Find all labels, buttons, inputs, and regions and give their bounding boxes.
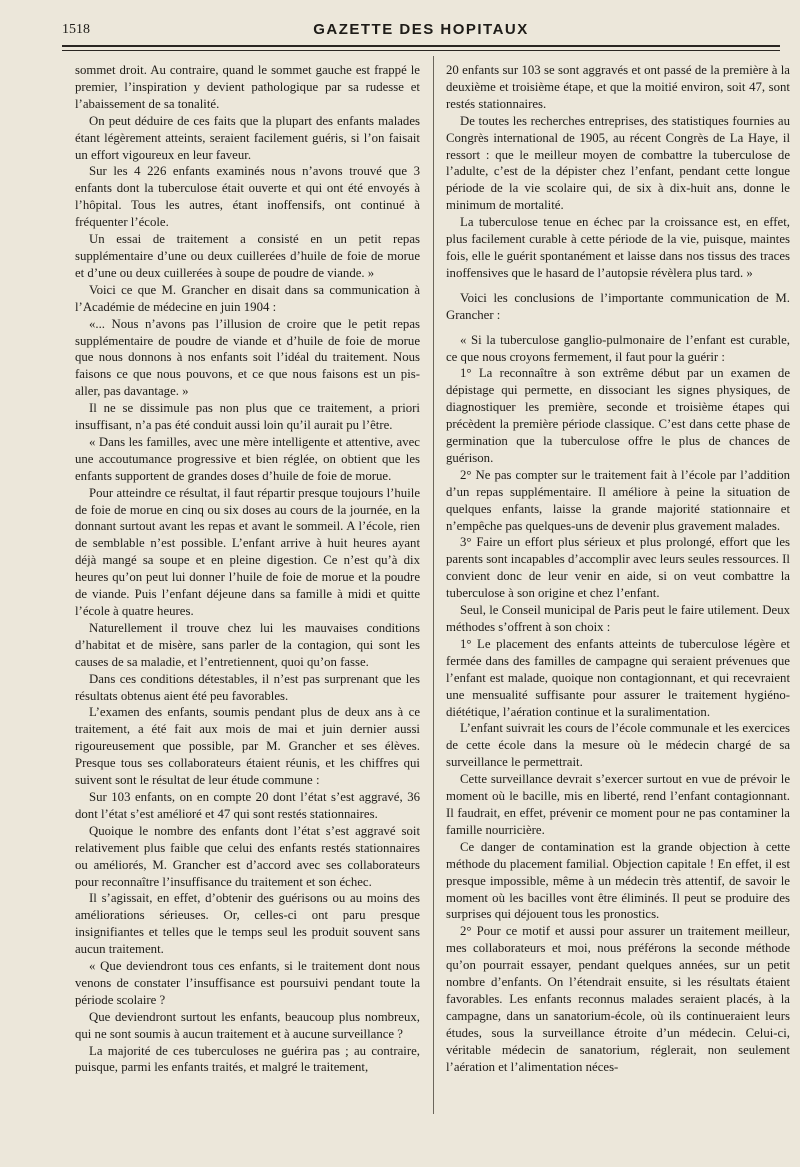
paragraph: 20 enfants sur 103 se sont aggravés et ont passé de la première à la deuxième et troisième étape, et que la moitié environ, soit 47, sont restés stationnaires.: [446, 63, 790, 111]
paragraph: De toutes les recherches entreprises, des statistiques fournies au Congrès international de 1905, au récent Congrès de La Haye, il ressort : que le meilleur moyen de combattre la tuberculose de l’adulte, c’est de la dépister chez l’enfant, pendant cette longue période de la vie scolaire qui, de six à dix-huit ans, donne le minimum de mortalité.: [446, 113, 790, 213]
paragraph: « Si la tuberculose ganglio-pulmonaire de l’enfant est curable, ce que nous croyons fermement, il faut pour la guérir :: [446, 332, 790, 364]
paragraph: Que deviendront surtout les enfants, beaucoup plus nombreux, qui ne sont soumis à aucun traitement et à aucune surveillance ?: [75, 1009, 420, 1041]
paragraph: 3° Faire un effort plus sérieux et plus prolongé, effort que les parents sont incapables d’accomplir avec leurs seules ressources. Il convient donc de leur venir en aide, si on veut combattre la tuberculose à son origine et chez l’enfant.: [446, 535, 790, 601]
paragraph: sommet droit. Au contraire, quand le sommet gauche est frappé le premier, l’inspiration y devient pathologique par sa rudesse et l’abaissement de sa tonalité.: [75, 63, 420, 111]
paragraph: Dans ces conditions détestables, il n’est pas surprenant que les résultats obtenus aient été peu favorables.: [75, 671, 420, 703]
paragraph: Voici ce que M. Grancher en disait dans sa communication à l’Académie de médecine en juin 1904 :: [75, 282, 420, 314]
paragraph: On peut déduire de ces faits que la plupart des enfants malades étant légèrement atteints, seraient facilement guéris, si l’on faisait un effort vigoureux en leur faveur.: [75, 113, 420, 162]
paragraph: Seul, le Conseil municipal de Paris peut le faire utilement. Deux méthodes s’offrent à son choix :: [446, 603, 790, 634]
journal-title: GAZETTE DES HOPITAUX: [313, 21, 529, 38]
paragraph: «... Nous n’avons pas l’illusion de croire que le petit repas supplémentaire de poudre de viande et d’huile de foie de morue que nous donnons à nos enfants soit l’idéal du traitement. Nous faisons ce que nous pouvons, et ce que nous faisons est un pis-aller, pas davantage. »: [75, 316, 420, 399]
paragraph: « Dans les familles, avec une mère intelligente et attentive, avec une accoutumance progressive et bien réglée, on obtient que les enfants supportent de grandes doses d’huile de foie de morue.: [75, 434, 420, 483]
paragraph: L’examen des enfants, soumis pendant plus de deux ans à ce traitement, a été fait aux mois de mai et juin dernier aussi rigoureusement que possible, par M. Grancher et ses élèves. Presque tous ses collaborateurs étaient réunis, et les chiffres qui suivent sont le résultat de leur étude commune :: [75, 705, 420, 788]
paragraph: Il ne se dissimule pas non plus que ce traitement, a priori insuffisant, n’a pas été conduit aussi loin qu’il aurait pu l’être.: [75, 401, 420, 433]
paragraph: La tuberculose tenue en échec par la croissance est, en effet, plus facilement curable à cette période de la vie, puisque, maintes fois, elle le guérit spontanément et laisse dans nos tissus des traces inoffensives que le hasard de l’autopsie révèlera plus tard. »: [446, 215, 790, 280]
page-header: [62, 20, 780, 44]
paragraph: « Que deviendront tous ces enfants, si le traitement dont nous venons de constater l’insuffisance est poursuivi pendant toute la période scolaire ?: [75, 959, 420, 1007]
paragraph: 1° Le placement des enfants atteints de tuberculose légère et fermée dans des familles de campagne qui seraient prévenues que l’enfant est malade, quoique non contagionnant, et qui recevraient une mensualité suffisante pour assurer le traitement hygiéno-diététique, l’aération continue et la suralimentation.: [446, 636, 790, 719]
paragraph: Sur 103 enfants, on en compte 20 dont l’état s’est aggravé, 36 dont l’état s’est amélioré et 47 qui sont restés stationnaires.: [75, 789, 420, 821]
paragraph: L’enfant suivrait les cours de l’école communale et les exercices de cette école dans la mesure où le médecin chargé de sa surveillance le permettrait.: [446, 721, 790, 770]
right-column: [446, 62, 790, 1075]
paragraph: 2° Ne pas compter sur le traitement fait à l’école par l’addition d’un repas supplémentaire. Il améliore à peine la situation de quelques enfants, laisse la grande majorité stationnaire et n’empêche pas quelques-uns de devenir plus gravement malades.: [446, 467, 790, 533]
header-rule-thin: [62, 50, 780, 51]
paragraph: 2° Pour ce motif et aussi pour assurer un traitement meilleur, mes collaborateurs et moi, nous préférons la seconde méthode qu’on pourrait essayer, pendant quelques années, sur un petit nombre d’enfants. On l’étendrait ensuite, si les résultats étaient favorables. Les enfants reconnus malades seraient placés, à la campagne, dans un sanatorium-école, où ils continueraient leurs études, sous la surveillance étroite d’un médecin. Celui-ci, véritable médecin de sanatorium, réglerait, non seulement l’aération et l’alimentation néces-: [446, 924, 790, 1074]
paragraph: Naturellement il trouve chez lui les mauvaises conditions d’habitat et de misère, sans parler de la contagion, qui sont les causes de sa maladie, et l’entretiennent, quoi qu’on fasse.: [75, 620, 420, 669]
paragraph: Ce danger de contamination est la grande objection à cette méthode du placement familial. Objection capitale ! En effet, il est presque impossible, même à un médecin très attentif, de savoir le moment où les bacilles vont être éliminés. Il peut se produire des surprises qui déjouent tous les pronostics.: [446, 839, 790, 922]
paragraph: 1° La reconnaître à son extrême début par un examen de dépistage qui permette, en dissociant les signes physiques, de diagnostiquer les première, seconde et troisième étapes qui précèdent la première période classique. C’est dans cette phase de germination que la tuberculose offre le plus de chances de guérison.: [446, 366, 790, 465]
paragraph: Il s’agissait, en effet, d’obtenir des guérisons ou au moins des améliorations sérieuses. Or, celles-ci ont paru presque insignifiantes et telles que le temps seul les produit souvent sans aucun traitement.: [75, 891, 420, 957]
page-number: 1518: [62, 22, 90, 37]
paragraph: Quoique le nombre des enfants dont l’état s’est aggravé soit relativement plus faible que celui des enfants restés stationnaires ou améliorés, M. Grancher est d’accord avec ses collaborateurs pour reconnaître l’insuffisance du traitement et son échec.: [75, 823, 420, 889]
column-divider: [433, 56, 434, 1114]
paragraph: Voici les conclusions de l’importante communication de M. Grancher :: [446, 290, 790, 322]
paragraph: Pour atteindre ce résultat, il faut répartir presque toujours l’huile de foie de morue en cinq ou six doses au cours de la journée, en la donnant surtout avant les repas et avant le sommeil. A l’école, rien de semblable n’est possible. L’enfant arrive à huit heures ayant déjà mangé sa soupe et en pleine digestion. Ce n’est qu’à dix heures qu’on peut lui donner l’huile de foie de morue et la poudre de viande. Puis l’enfant déjeune dans sa famille à midi et quitte l’école à quatre heures.: [75, 485, 420, 618]
header-rule: [62, 45, 780, 47]
paragraph: Cette surveillance devrait s’exercer surtout en vue de prévoir le moment où le bacille, mis en liberté, rend l’enfant contagionnant. Il faudrait, en effet, prévenir ce moment pour ne pas contaminer la famille nourricière.: [446, 772, 790, 837]
left-column: [75, 62, 420, 1076]
paragraph: Sur les 4 226 enfants examinés nous n’avons trouvé que 3 enfants dont la tuberculose était ouverte et qui ont été envoyés à l’hôpital. Tous les autres, étant inoffensifs, ont continué à fréquenter l’école.: [75, 164, 420, 230]
paragraph: La majorité de ces tuberculoses ne guérira pas ; au contraire, puisque, parmi les enfants traités, et malgré le traitement,: [75, 1043, 420, 1075]
paragraph: Un essai de traitement a consisté en un petit repas supplémentaire d’une ou deux cuillerées d’huile de foie de morue et d’une ou deux cuillerées à soupe de poudre de viande. »: [75, 232, 420, 280]
